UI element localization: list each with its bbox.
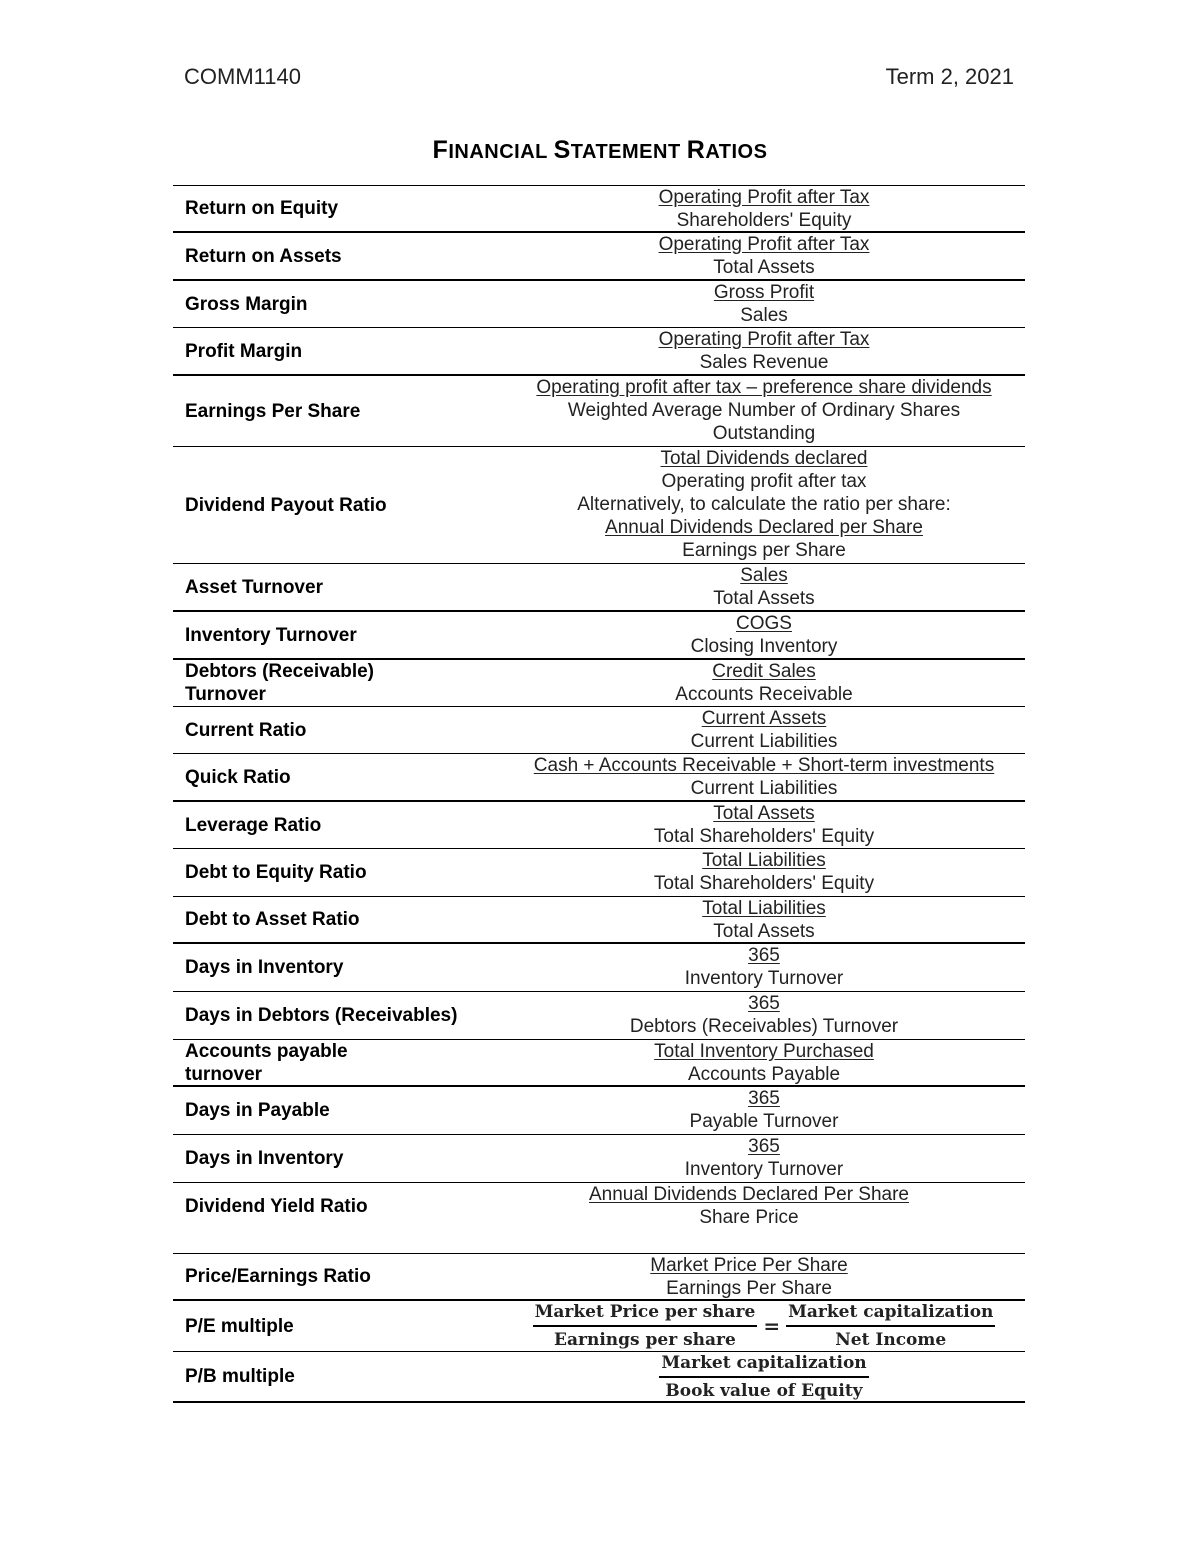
table-row — [173, 754, 1025, 802]
ratio-formula — [503, 447, 1025, 563]
table-row — [173, 281, 1025, 328]
pe-fraction-left — [533, 1301, 758, 1351]
numerator: Gross Profit — [713, 282, 815, 303]
table-row — [173, 1254, 1025, 1301]
ratio-name: Price/Earnings Ratio — [185, 1266, 371, 1287]
numerator: Operating Profit after Tax — [658, 187, 870, 208]
table-row — [173, 707, 1025, 754]
denominator: Shareholders' Equity — [676, 210, 852, 231]
numerator: Market capitalization — [786, 1301, 995, 1327]
ratio-formula — [503, 992, 1025, 1039]
numerator: 365 — [748, 993, 780, 1014]
table-row — [173, 612, 1025, 660]
denominator: Book value of Equity — [665, 1380, 863, 1401]
alt-numerator: Annual Dividends Declared per Share — [605, 517, 923, 538]
table-row — [173, 447, 1025, 564]
denominator: Total Shareholders' Equity — [653, 826, 875, 847]
table-row — [173, 1135, 1025, 1183]
ratio-formula — [503, 1135, 1025, 1182]
denominator: Total Assets — [713, 921, 815, 942]
table-row — [173, 802, 1025, 849]
ratio-name: Earnings Per Share — [185, 400, 361, 422]
ratio-name: P/B multiple — [185, 1366, 295, 1387]
pe-equation — [533, 1301, 996, 1351]
denominator: Total Assets — [713, 257, 815, 278]
table-row — [173, 186, 1025, 233]
denominator-continued: Outstanding — [712, 423, 816, 444]
denominator: Current Liabilities — [690, 778, 838, 799]
denominator: Earnings per share — [554, 1330, 736, 1350]
denominator: Total Shareholders' Equity — [653, 873, 875, 894]
denominator: Accounts Payable — [687, 1064, 841, 1085]
ratio-name: Accounts payable turnover — [185, 1040, 348, 1085]
numerator: Total Dividends declared — [660, 448, 868, 469]
numerator: Operating profit after tax – preference share dividends — [536, 377, 992, 398]
numerator: Cash + Accounts Receivable + Short-term investments — [533, 755, 995, 776]
table-row — [173, 1301, 1025, 1352]
denominator: Weighted Average Number of Ordinary Shares — [567, 400, 961, 421]
ratio-formula — [503, 1087, 1025, 1134]
numerator: 365 — [748, 945, 780, 966]
ratio-formula — [503, 1301, 1025, 1351]
numerator: Credit Sales — [712, 661, 816, 682]
numerator: Market capitalization — [659, 1352, 868, 1378]
numerator: Total Liabilities — [702, 850, 826, 871]
ratio-name: Current Ratio — [185, 719, 307, 741]
ratio-formula — [503, 186, 1025, 231]
denominator: Payable Turnover — [689, 1111, 839, 1132]
numerator: Total Inventory Purchased — [654, 1041, 874, 1062]
ratio-name: Days in Payable — [185, 1100, 330, 1121]
ratio-formula — [503, 1352, 1025, 1401]
numerator: Market Price per share — [533, 1301, 758, 1327]
ratio-name: Asset Turnover — [185, 576, 323, 598]
table-row — [173, 992, 1025, 1040]
denominator: Total Assets — [713, 588, 815, 609]
denominator: Share Price — [699, 1207, 799, 1228]
denominator: Accounts Receivable — [675, 684, 853, 705]
table-row — [173, 1040, 1025, 1087]
denominator: Sales Revenue — [699, 352, 829, 373]
table-row — [173, 1183, 1025, 1254]
numerator: COGS — [736, 613, 792, 634]
denominator: Operating profit after tax — [661, 471, 867, 492]
ratio-name: Debt to Asset Ratio — [185, 909, 360, 930]
ratio-name: Days in Debtors (Receivables) — [185, 1005, 458, 1026]
ratio-formula — [503, 849, 1025, 896]
pe-fraction-right — [786, 1301, 995, 1351]
table-row — [173, 1352, 1025, 1403]
ratio-formula — [503, 376, 1025, 446]
numerator: Operating Profit after Tax — [658, 329, 870, 350]
ratio-formula — [503, 660, 1025, 706]
denominator: Inventory Turnover — [684, 1159, 844, 1180]
ratio-formula — [503, 281, 1025, 327]
ratio-formula — [503, 897, 1025, 942]
pb-equation — [659, 1352, 868, 1401]
ratio-name: P/E multiple — [185, 1315, 294, 1337]
denominator: Sales — [740, 305, 788, 326]
pb-fraction — [659, 1352, 868, 1402]
equals-sign: = — [763, 1313, 781, 1338]
denominator: Current Liabilities — [690, 731, 838, 752]
table-row — [173, 564, 1025, 612]
numerator: Market Price Per Share — [650, 1254, 848, 1276]
table-row — [173, 1087, 1025, 1135]
table-row — [173, 944, 1025, 992]
denominator: Closing Inventory — [690, 636, 838, 657]
numerator: Total Liabilities — [702, 898, 826, 919]
ratio-name: Quick Ratio — [185, 766, 291, 788]
numerator: Total Assets — [713, 803, 815, 824]
denominator: Inventory Turnover — [684, 968, 844, 989]
table-row — [173, 897, 1025, 944]
ratio-formula — [503, 564, 1025, 610]
ratio-formula — [503, 1183, 1025, 1253]
numerator: 365 — [748, 1136, 780, 1157]
ratio-name: Leverage Ratio — [185, 814, 322, 836]
numerator: 365 — [748, 1088, 780, 1109]
ratio-name: Gross Margin — [185, 293, 308, 315]
ratio-formula — [503, 707, 1025, 753]
table-row — [173, 328, 1025, 376]
ratio-formula — [503, 754, 1025, 800]
numerator: Operating Profit after Tax — [658, 234, 870, 255]
ratio-formula — [503, 802, 1025, 848]
course-code: COMM1140 — [184, 64, 301, 89]
numerator: Current Assets — [701, 708, 827, 729]
ratio-formula — [503, 328, 1025, 374]
ratio-name: Return on Equity — [185, 198, 339, 219]
ratio-formula — [503, 612, 1025, 658]
ratio-formula — [503, 1040, 1025, 1085]
term-label: Term 2, 2021 — [885, 64, 1014, 89]
table-row — [173, 660, 1025, 707]
page-title: FINANCIAL STATEMENT RATIOS — [432, 136, 768, 164]
table-row — [173, 376, 1025, 447]
denominator: Debtors (Receivables) Turnover — [629, 1016, 899, 1037]
ratio-name: Days in Inventory — [185, 1148, 344, 1169]
ratio-formula — [503, 944, 1025, 991]
ratio-name: Days in Inventory — [185, 957, 344, 978]
ratio-name: Inventory Turnover — [185, 624, 357, 646]
ratio-name: Profit Margin — [185, 340, 303, 362]
ratio-table — [173, 185, 1025, 1403]
ratio-name: Dividend Yield Ratio — [185, 1196, 368, 1217]
denominator: Net Income — [835, 1330, 947, 1350]
ratio-name: Return on Assets — [185, 245, 342, 267]
ratio-name: Dividend Payout Ratio — [185, 494, 387, 516]
ratio-name: Debt to Equity Ratio — [185, 862, 367, 883]
denominator: Earnings Per Share — [666, 1277, 832, 1299]
ratio-name: Debtors (Receivable) Turnover — [185, 661, 375, 705]
numerator: Annual Dividends Declared Per Share — [588, 1184, 909, 1205]
ratio-formula — [503, 1254, 1025, 1299]
table-row — [173, 849, 1025, 897]
alt-denominator: Earnings per Share — [682, 540, 846, 561]
numerator: Sales — [740, 565, 788, 586]
ratio-formula — [503, 233, 1025, 279]
table-row — [173, 233, 1025, 281]
alternative-note: Alternatively, to calculate the ratio per share: — [577, 494, 951, 515]
